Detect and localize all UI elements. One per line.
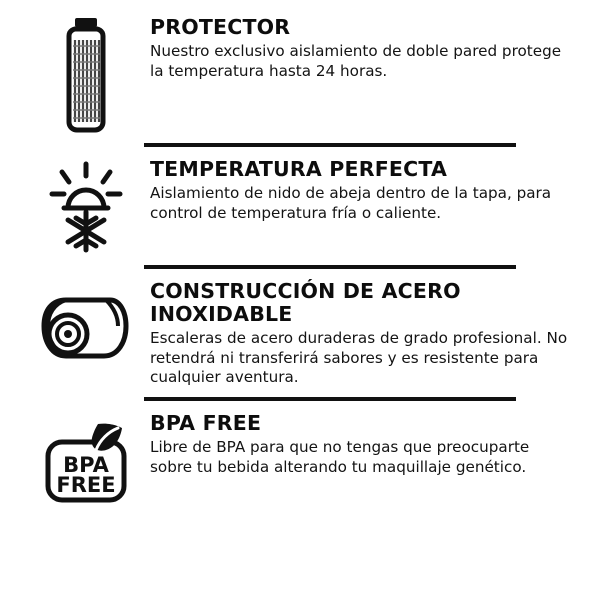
feature-title: BPA FREE (150, 411, 262, 436)
feature-text-container (150, 278, 572, 388)
feature-body: Escaleras de acero duraderas de grado profesional. No retendrá ni transferirá sabores y es resistente para cualquier aventura. (150, 328, 568, 387)
feature-icon-container (28, 156, 144, 256)
divider (144, 265, 516, 269)
bpa-free-leaf-icon (42, 420, 130, 506)
feature-text-container (150, 156, 572, 223)
feature-body: Libre de BPA para que no tengas que preocuparte sobre tu bebida alterando tu maquillaje genético. (150, 438, 530, 476)
feature-icon-container (28, 410, 144, 506)
feature-text-container (150, 14, 572, 81)
feature-text-container (150, 410, 572, 477)
sun-snowflake-temperature-icon (44, 160, 128, 256)
feature-item-construccion-acero (28, 278, 572, 388)
feature-icon-container (28, 14, 144, 134)
feature-item-protector (28, 14, 572, 134)
feature-icon-container (28, 278, 144, 370)
feature-title: TEMPERATURA PERFECTA (150, 157, 448, 181)
divider (144, 143, 516, 147)
insulated-bottle-icon (55, 16, 117, 134)
feature-item-temperatura-perfecta (28, 156, 572, 256)
feature-title: CONSTRUCCIÓN DE ACERO INOXIDABLE (150, 279, 461, 326)
stainless-steel-roll-icon (40, 294, 132, 370)
bpa-badge-line1: BPA (63, 453, 109, 478)
feature-body: Aislamiento de nido de abeja dentro de la tapa, para control de temperatura fría o caliente. (150, 183, 552, 222)
bpa-badge-line2: FREE (56, 473, 116, 498)
feature-body: Nuestro exclusivo aislamiento de doble pared protege la temperatura hasta 24 horas. (150, 41, 562, 80)
feature-title: PROTECTOR (150, 15, 291, 39)
divider (144, 397, 516, 401)
feature-item-bpa-free (28, 410, 572, 506)
